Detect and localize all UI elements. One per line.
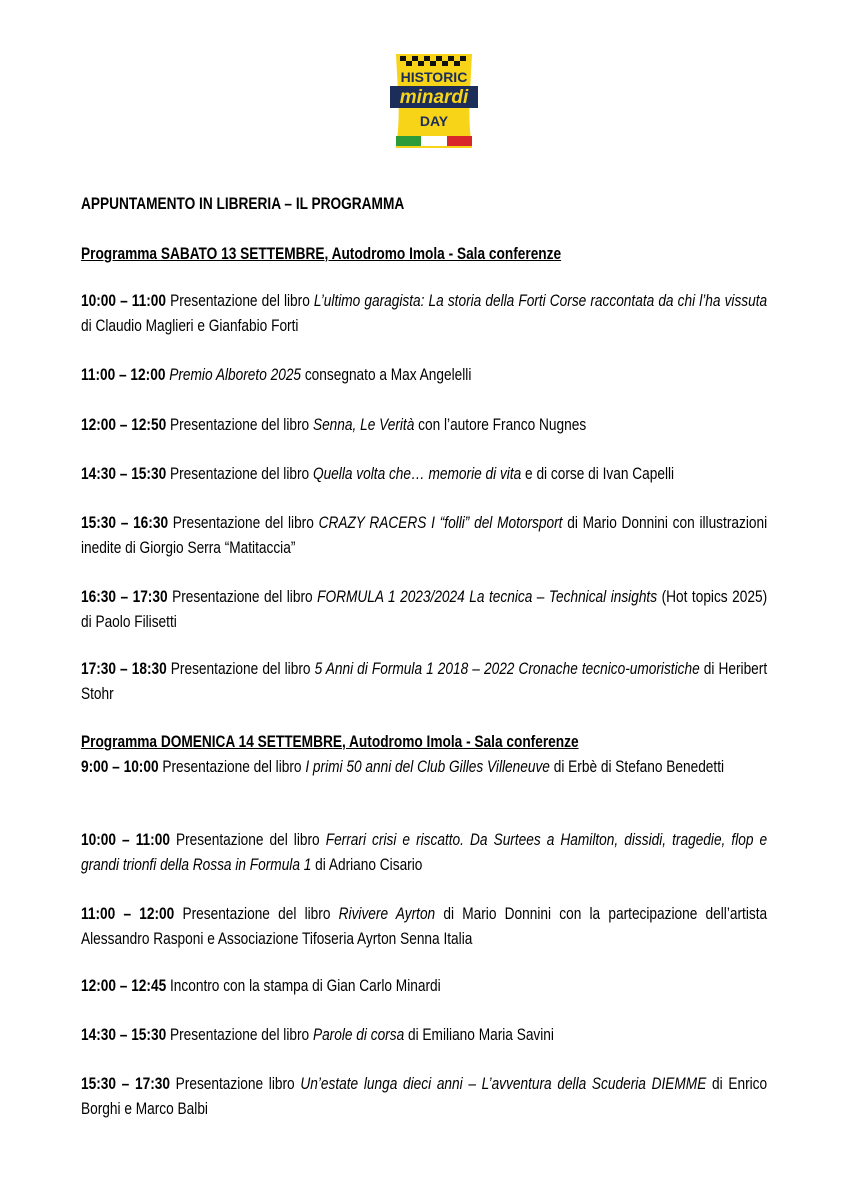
program-entry bbox=[81, 413, 767, 438]
entry-time: 16:30 – 17:30 bbox=[81, 588, 168, 606]
entry-text: Presentazione del libro bbox=[166, 416, 313, 434]
entry-time: 17:30 – 18:30 bbox=[81, 660, 167, 678]
entry-title: FORMULA 1 2023/2024 La tecnica – Technical insights bbox=[317, 588, 658, 606]
entry-text: Presentazione del libro bbox=[158, 758, 306, 776]
entry-text: di Emiliano Maria Savini bbox=[404, 1026, 554, 1044]
entry-text: Presentazione del libro bbox=[168, 514, 319, 532]
entry-title: L’ultimo garagista: La storia della Forti Corse raccontata da chi l’ha vissuta bbox=[313, 292, 768, 310]
entry-time: 15:30 – 17:30 bbox=[81, 1075, 170, 1093]
entry-text: e di corse di Ivan Capelli bbox=[521, 465, 675, 483]
entry-text: Presentazione del libro bbox=[166, 660, 315, 678]
svg-text:DAY: DAY bbox=[419, 113, 449, 129]
entry-time: 11:00 – 12:00 bbox=[81, 366, 166, 384]
entry-time: 10:00 – 11:00 bbox=[81, 292, 167, 310]
entry-title: Un’estate lunga dieci anni – L’avventura della Scuderia DIEMME bbox=[300, 1075, 707, 1093]
program-entry bbox=[81, 755, 767, 780]
entry-text: Presentazione del libro bbox=[166, 1026, 313, 1044]
entry-time: 12:00 – 12:45 bbox=[81, 977, 167, 995]
entry-title: I primi 50 anni del Club Gilles Villeneuve bbox=[305, 758, 550, 776]
entry-title: Quella volta che… memorie di vita bbox=[312, 465, 522, 483]
entry-title: Parole di corsa bbox=[312, 1026, 405, 1044]
entry-text: Presentazione del libro bbox=[169, 831, 326, 849]
entry-text: Presentazione del libro bbox=[166, 292, 314, 310]
svg-text:minardi: minardi bbox=[399, 87, 469, 108]
program-entry bbox=[81, 289, 767, 338]
entry-text: consegnato a Max Angelelli bbox=[301, 366, 472, 384]
entry-text: con l’autore Franco Nugnes bbox=[414, 416, 587, 434]
entry-text: di Mario Donnini con illustrazioni inedite di Giorgio Serra “Matitaccia” bbox=[81, 514, 768, 557]
entry-title: Senna, Le Verità bbox=[312, 416, 415, 434]
entry-text: Presentazione del libro bbox=[174, 905, 339, 923]
program-entry bbox=[81, 1023, 767, 1048]
program-entry bbox=[81, 363, 767, 388]
entry-title: Rivivere Ayrton bbox=[338, 905, 436, 923]
entry-time: 10:00 – 11:00 bbox=[81, 831, 170, 849]
entry-title: Premio Alboreto 2025 bbox=[169, 366, 302, 384]
entry-text: Presentazione del libro bbox=[166, 465, 313, 483]
entry-title: CRAZY RACERS I “folli” del Motorsport bbox=[318, 514, 563, 532]
entry-title: 5 Anni di Formula 1 2018 – 2022 Cronache tecnico-umoristiche bbox=[314, 660, 700, 678]
historic-minardi-day-logo bbox=[390, 52, 478, 152]
entry-time: 14:30 – 15:30 bbox=[81, 1026, 167, 1044]
entry-text: di Adriano Cisario bbox=[311, 855, 423, 874]
program-entry bbox=[81, 828, 767, 877]
program-entry bbox=[81, 585, 767, 634]
entry-text: di Mario Donnini con la partecipazione dell’artista Alessandro Rasponi e Associazione Tifoseria Ayrton Senna Italia bbox=[81, 905, 768, 948]
entry-time: 15:30 – 16:30 bbox=[81, 514, 169, 532]
entry-text: di Erbè di Stefano Benedetti bbox=[549, 758, 725, 776]
entry-text: di Heribert Stohr bbox=[81, 660, 768, 703]
program-entry bbox=[81, 462, 767, 487]
program-entry bbox=[81, 511, 767, 560]
program-entry bbox=[81, 657, 767, 706]
entry-text: di Enrico Borghi e Marco Balbi bbox=[81, 1075, 768, 1118]
entry-text: (Hot topics 2025) di Paolo Filisetti bbox=[81, 588, 768, 631]
entry-time: 12:00 – 12:50 bbox=[81, 416, 167, 434]
program-entry bbox=[81, 974, 767, 999]
program-entry bbox=[81, 1072, 767, 1121]
entry-text: Incontro con la stampa di Gian Carlo Minardi bbox=[166, 977, 441, 995]
page-heading: APPUNTAMENTO IN LIBRERIA – IL PROGRAMMA bbox=[81, 195, 405, 213]
entry-text: Presentazione libro bbox=[169, 1075, 301, 1093]
program-entry bbox=[81, 902, 767, 951]
entry-text: di Claudio Maglieri e Gianfabio Forti bbox=[81, 316, 299, 335]
svg-text:HISTORIC: HISTORIC bbox=[400, 69, 468, 85]
section-title: Programma SABATO 13 SETTEMBRE, Autodromo Imola - Sala conferenze bbox=[81, 245, 562, 263]
section-title: Programma DOMENICA 14 SETTEMBRE, Autodromo Imola - Sala conferenze bbox=[81, 733, 579, 751]
entry-time: 14:30 – 15:30 bbox=[81, 465, 167, 483]
entry-time: 9:00 – 10:00 bbox=[81, 758, 159, 776]
entry-text: Presentazione del libro bbox=[167, 588, 318, 606]
entry-title: Ferrari crisi e riscatto. Da Surtees a Hamilton, dissidi, tragedie, flop e grandi trionfi della Rossa in Formula 1 bbox=[81, 831, 768, 874]
entry-time: 11:00 – 12:00 bbox=[81, 905, 175, 923]
